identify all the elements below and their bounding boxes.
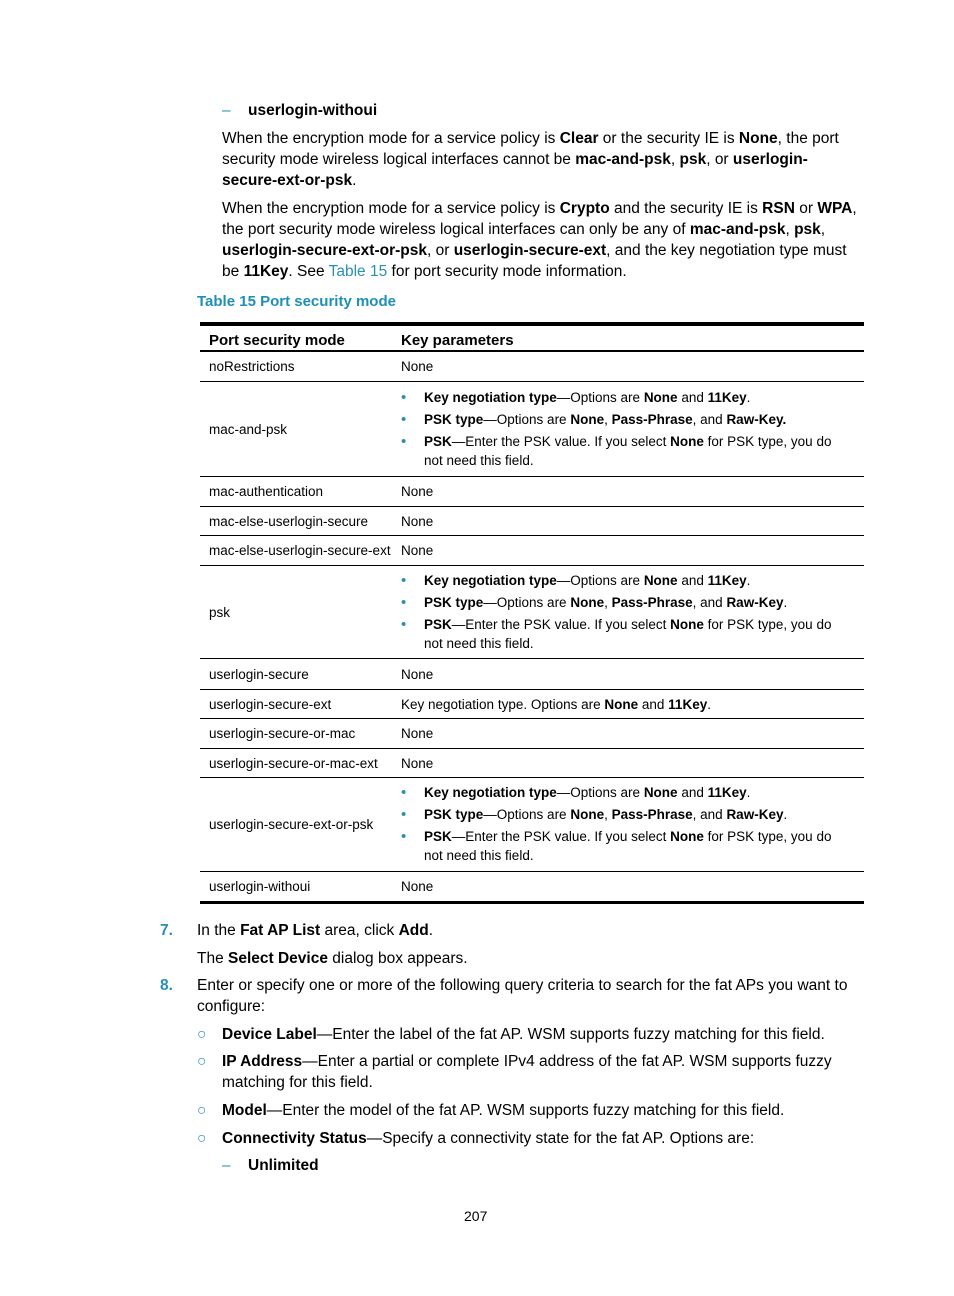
list-item: • Key negotiation type—Options are None and 11Key. (401, 784, 751, 801)
circle-bullet-icon: ○ (197, 1130, 207, 1147)
table-row (200, 659, 864, 690)
list-item: • PSK type—Options are None, Pass-Phrase, and Raw-Key. (401, 806, 788, 823)
bullet-list (401, 569, 841, 656)
table-row (200, 536, 864, 566)
mode-cell: mac-and-psk (209, 421, 288, 437)
circle-bullet-icon: ○ (197, 1102, 207, 1119)
table-row (200, 872, 864, 904)
mode-cell: userlogin-secure-or-mac-ext (209, 755, 378, 771)
circle-bullet-icon: ○ (197, 1026, 207, 1043)
table-row (200, 477, 864, 507)
table-header (200, 326, 864, 352)
dash-list-item (222, 100, 231, 121)
table-row (200, 507, 864, 536)
step-7-result: The Select Device dialog box appears. (197, 950, 468, 967)
params-cell: None (401, 755, 434, 771)
mode-cell: userlogin-secure (209, 666, 309, 682)
bullet-list (401, 386, 841, 473)
paragraph-encryption-crypto: When the encryption mode for a service policy is Crypto and the security IE is RSN or WPA, the port security mode wireless logical interfaces can only be any of mac-and-psk, psk, userlogin-secure-ext-or-psk, or userlogin-secure-ext, and the key negotiation type must be 11Key. See Table 15 for port security mode information. (222, 200, 857, 280)
table-row (200, 749, 864, 778)
list-item: • PSK—Enter the PSK value. If you select None for PSK type, you do not need this field. (401, 828, 832, 863)
mode-cell: psk (209, 604, 231, 620)
params-cell: None (401, 484, 434, 499)
table-caption: Table 15 Port security mode (197, 293, 396, 310)
page-number: 207 (464, 1208, 488, 1224)
criteria-connectivity-status: Connectivity Status—Specify a connectivity state for the fat AP. Options are: (222, 1130, 755, 1147)
header-port-security-mode: Port security mode (209, 332, 345, 349)
list-item: • PSK—Enter the PSK value. If you select None for PSK type, you do not need this field. (401, 432, 832, 468)
params-cell: None (401, 666, 434, 682)
port-security-table (200, 322, 864, 904)
mode-cell: mac-else-userlogin-secure (209, 513, 369, 529)
mode-cell: noRestrictions (209, 359, 295, 374)
list-item: • PSK type—Options are None, Pass-Phrase, and Raw-Key. (401, 593, 788, 611)
params-cell (401, 778, 864, 871)
mode-cell: userlogin-withoui (209, 879, 311, 894)
step-8-text: Enter or specify one or more of the following query criteria to search for the fat APs you want to configure: (197, 977, 848, 1015)
table-row (200, 382, 864, 477)
header-key-parameters: Key parameters (401, 332, 514, 349)
mode-cell: mac-else-userlogin-secure-ext (209, 543, 391, 558)
dash-marker: – (222, 102, 231, 119)
step-7-text: In the Fat AP List area, click Add. (197, 922, 434, 939)
table-15-link[interactable]: Table 15 (328, 263, 388, 280)
params-cell: None (401, 513, 434, 529)
dash-item-label: userlogin-withoui (248, 102, 378, 119)
params-cell (401, 382, 864, 476)
step-number-8: 8. (160, 977, 173, 994)
mode-cell: userlogin-secure-or-mac (209, 726, 356, 741)
paragraph-encryption-clear: When the encryption mode for a service policy is Clear or the security IE is None, the port security mode wireless logical interfaces cannot be mac-and-psk, psk, or userlogin-secure-ext-or-psk. (222, 130, 839, 189)
params-cell: None (401, 879, 434, 894)
table-row (200, 778, 864, 872)
params-cell: Key negotiation type. Options are None and 11Key. (401, 696, 711, 712)
params-cell: None (401, 359, 434, 374)
table-row (200, 719, 864, 749)
dash-marker: – (222, 1157, 231, 1174)
list-item: • Key negotiation type—Options are None and 11Key. (401, 388, 751, 406)
table-row (200, 690, 864, 719)
criteria-ip-address: IP Address—Enter a partial or complete IPv4 address of the fat AP. WSM supports fuzzy matching for this field. (222, 1053, 832, 1091)
mode-cell: userlogin-secure-ext-or-psk (209, 817, 374, 832)
option-unlimited: Unlimited (248, 1157, 319, 1174)
list-item: • PSK type—Options are None, Pass-Phrase, and Raw-Key. (401, 410, 787, 428)
params-cell: None (401, 543, 434, 558)
criteria-model: Model—Enter the model of the fat AP. WSM supports fuzzy matching for this field. (222, 1102, 785, 1119)
list-item: • Key negotiation type—Options are None and 11Key. (401, 571, 751, 589)
step-number-7: 7. (160, 922, 173, 939)
table-row (200, 566, 864, 659)
list-item: • PSK—Enter the PSK value. If you select None for PSK type, you do not need this field. (401, 615, 832, 651)
table-row (200, 352, 864, 382)
params-cell: None (401, 726, 434, 741)
bullet-list (401, 781, 841, 868)
circle-bullet-icon: ○ (197, 1053, 207, 1070)
criteria-device-label: Device Label—Enter the label of the fat AP. WSM supports fuzzy matching for this field. (222, 1026, 825, 1043)
mode-cell: mac-authentication (209, 484, 324, 499)
mode-cell: userlogin-secure-ext (209, 696, 332, 712)
params-cell (401, 566, 864, 658)
